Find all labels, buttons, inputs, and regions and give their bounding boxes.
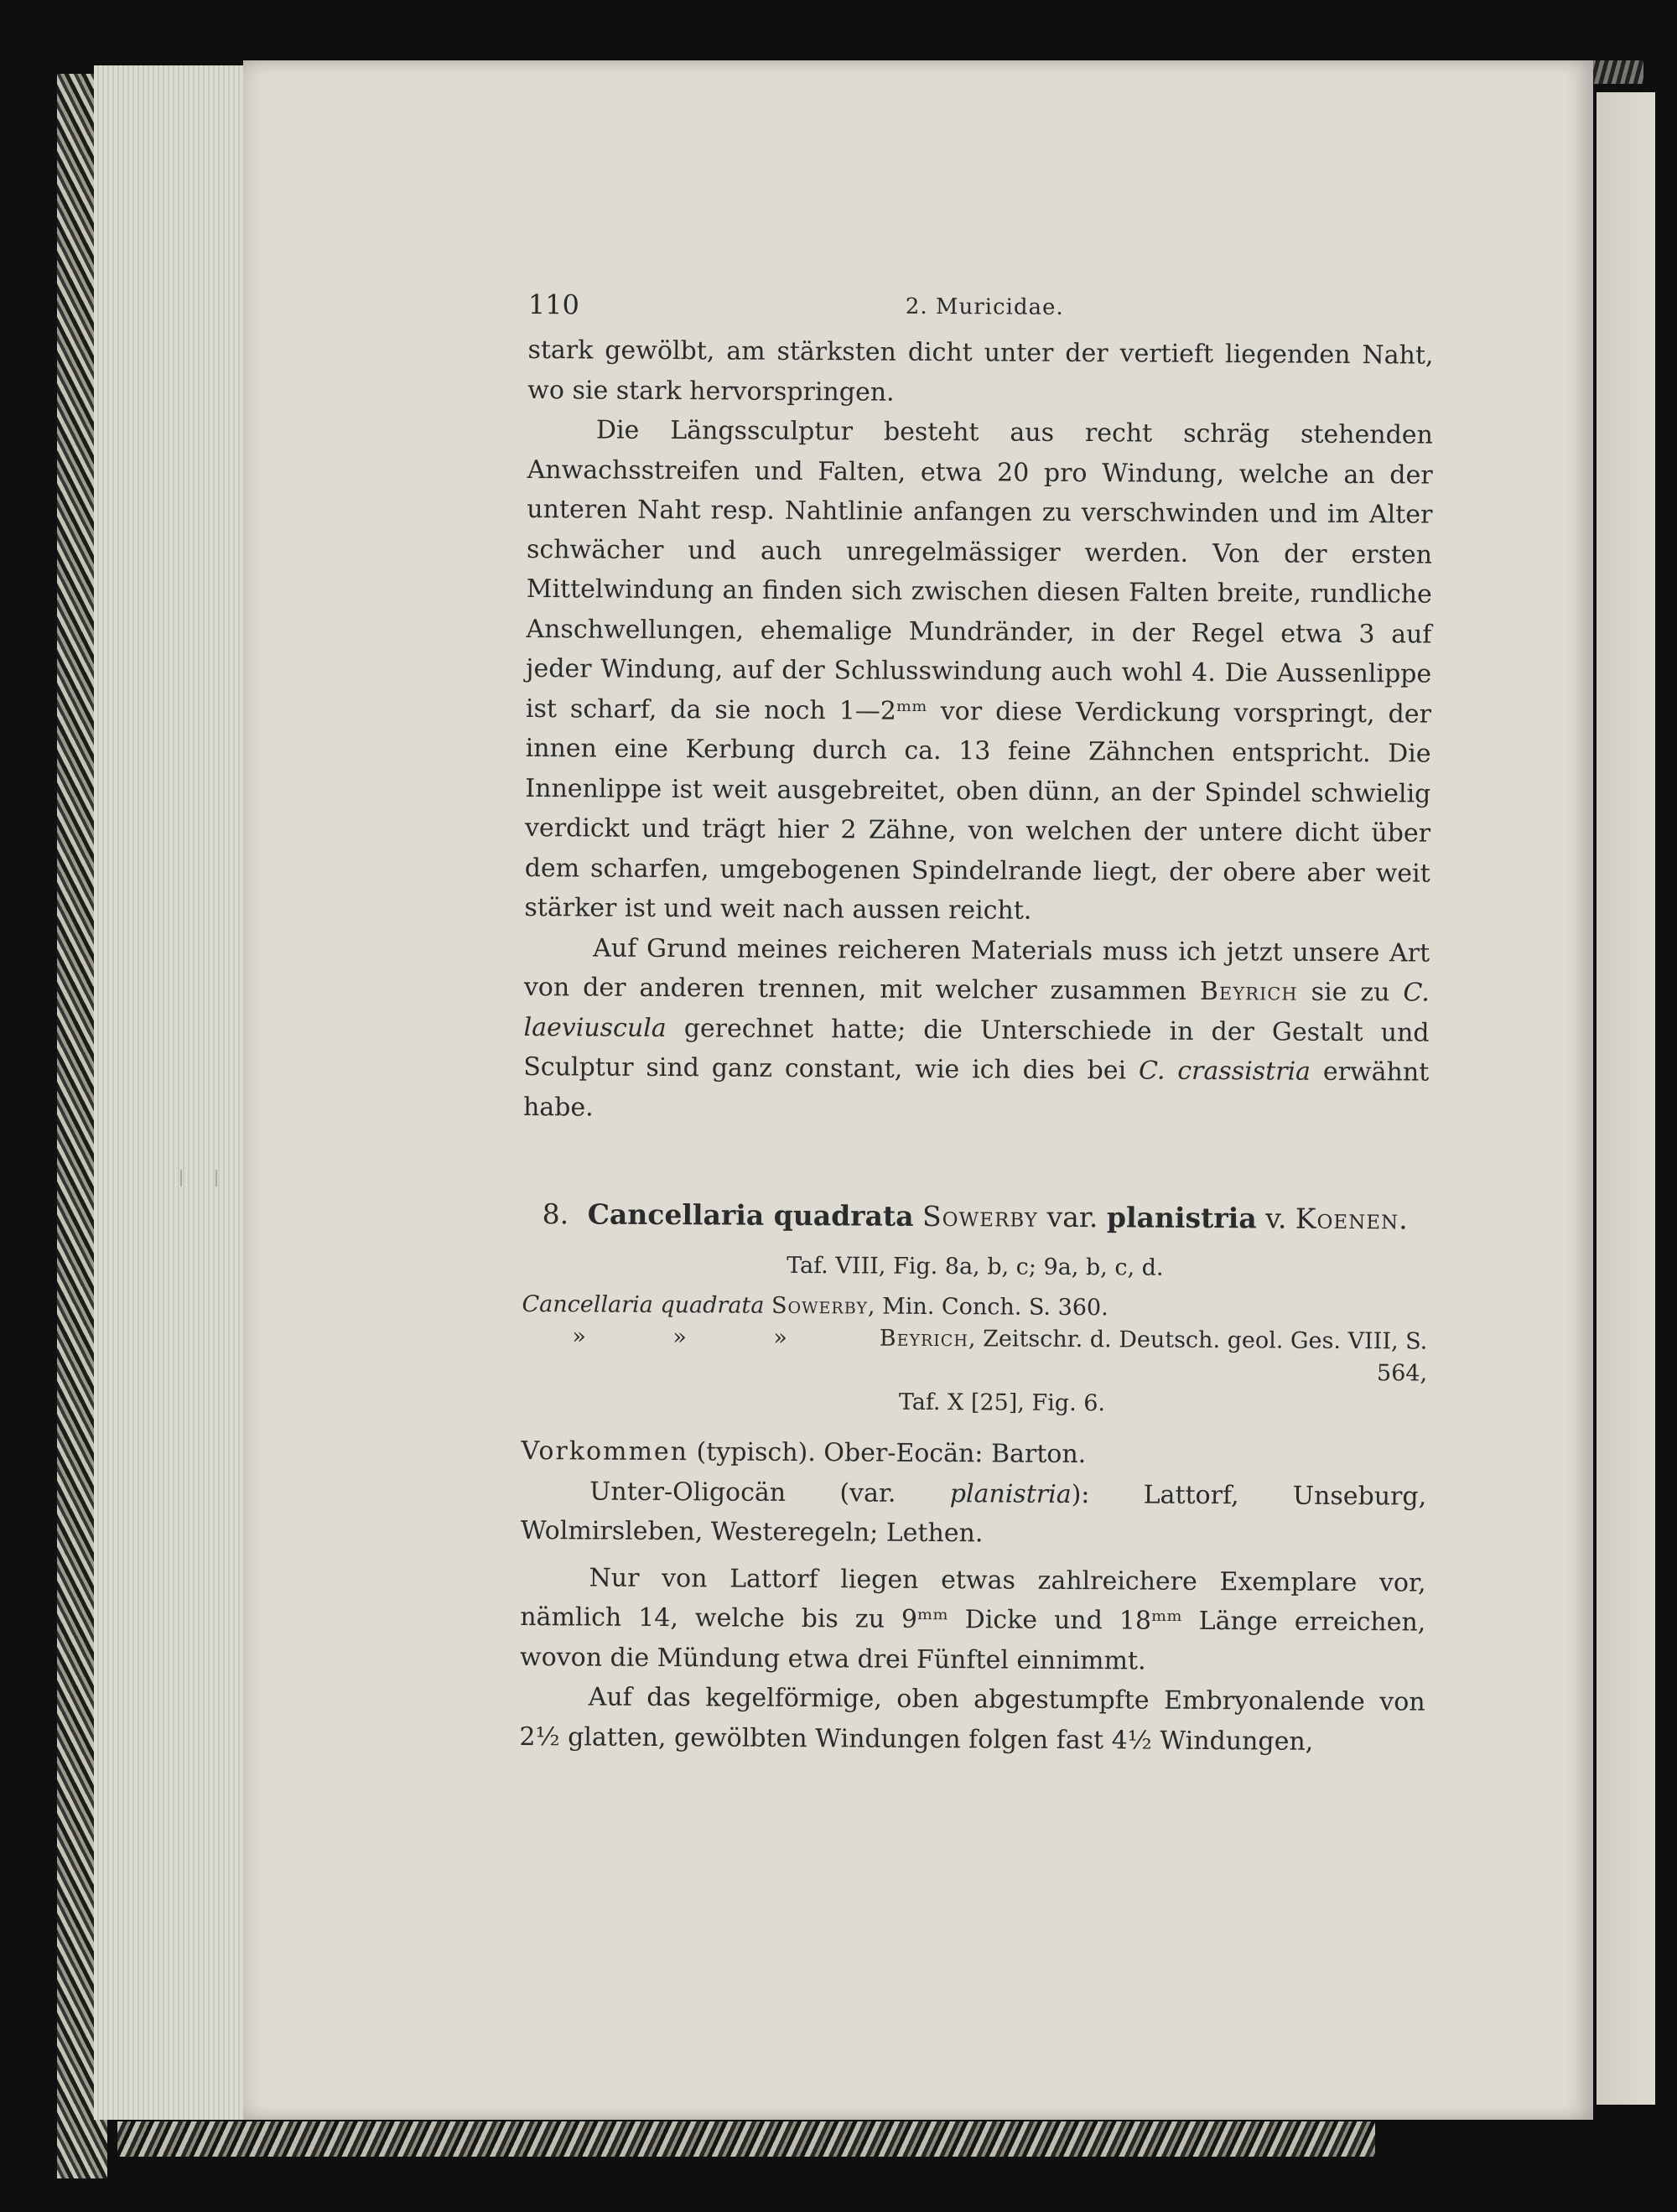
synonymy-row: Taf. X [25], Fig. 6. xyxy=(898,1389,1106,1417)
page-content xyxy=(519,285,1434,1763)
paragraph-3: Auf Grund meines reicheren Materials muss ich jetzt unsere Art von der anderen trennen, mit welcher zusammen Beyrich sie zu C. laeviuscula gerechnet hatte; die Unterschiede in der Gestalt und Sculptur sind ganz constant, wie ich dies bei C. crassistria erwähnt habe. xyxy=(522,932,1430,1122)
gutter-mark xyxy=(180,1170,217,1186)
page-header xyxy=(528,285,1434,331)
species-name: C. crassistria xyxy=(1138,1056,1311,1087)
section-variety: planistria xyxy=(1106,1201,1257,1235)
paragraph-5: Auf das kegelförmige, oben abgestumpfte Embryonalende von 2½ glatten, gewölbten Windungen folgen fast 4½ Windungen, xyxy=(519,1682,1425,1757)
paragraph-4: Nur von Lattorf liegen etwas zahlreichere Exemplare vor, nämlich 14, welche bis zu 9ᵐᵐ Dicke und 18ᵐᵐ Länge erreichen, wovon die Mündung etwa drei Fünftel einnimmt. xyxy=(519,1562,1426,1676)
paragraph-2: Die Längssculptur besteht aus recht schräg stehenden Anwachsstreifen und Falten, etwa 20 pro Windung, welche an der unteren Naht resp. Nahtlinie anfangen zu verschwinden und im Alter schwächer und auch unregelmässiger werden. Von der ersten Mittelwindung an finden sich zwischen diesen Falten breite, rundliche Anschwellungen, ehemalige Mundränder, in der Regel etwa 3 auf jeder Windung, auf der Schlusswindung auch wohl 4. Die Aussenlippe ist scharf, da sie noch 1—2ᵐᵐ vor diese Verdickung vorspringt, der innen eine Kerbung durch ca. 13 feine Zähnchen entspricht. Die Innenlippe ist weit ausgebreitet, oben dünn, an der Spindel schwielig verdickt und trägt hier 2 Zähne, von welchen der untere dicht über dem scharfen, umgebogenen Spindelrande liegt, der obere aber weit stärker ist und weit nach aussen reicht. xyxy=(524,415,1434,926)
section-gap xyxy=(522,1127,1428,1200)
species-name: C. laeviuscula xyxy=(523,978,1430,1043)
synonymy xyxy=(522,1289,1428,1422)
occurrence-variety: Unter-Oligocän (var. planistria): Lattorf, Unseburg, Wolmirsleben, Westeregeln; Lethen. xyxy=(520,1476,1427,1549)
section-species: Cancellaria quadrata xyxy=(587,1197,914,1233)
section-variety-author: Koenen. xyxy=(1295,1202,1409,1236)
page-number: 110 xyxy=(527,288,580,321)
section-author: Sowerby xyxy=(922,1199,1039,1233)
plate-reference: Taf. VIII, Fig. 8a, b, c; 9a, b, c, d. xyxy=(787,1252,1164,1281)
section-heading: 8. Cancellaria quadrata Sowerby var. planistria v. Koenen. xyxy=(542,1197,1409,1236)
running-title: 2. Muricidae. xyxy=(905,293,1064,320)
book-cover-marbled-bottom xyxy=(117,2121,1375,2157)
synonymy-row: Cancellaria quadrata Sowerby, Min. Conch. S. 360. xyxy=(522,1290,1108,1321)
synonymy-row: » » » Beyrich, Zeitschr. d. Deutsch. geol. Ges. VIII, S. 564, xyxy=(572,1323,1428,1387)
page-stack xyxy=(94,65,253,2120)
paragraph-1: stark gewölbt, am stärksten dicht unter der vertieft liegenden Naht, wo sie stark hervorspringen. xyxy=(527,335,1434,408)
facing-page-edge xyxy=(1597,92,1655,2105)
occurrence-typical: Vorkommen (typisch). Ober-Eocän: Barton. xyxy=(521,1436,1087,1470)
author-name: Beyrich xyxy=(1199,976,1298,1007)
